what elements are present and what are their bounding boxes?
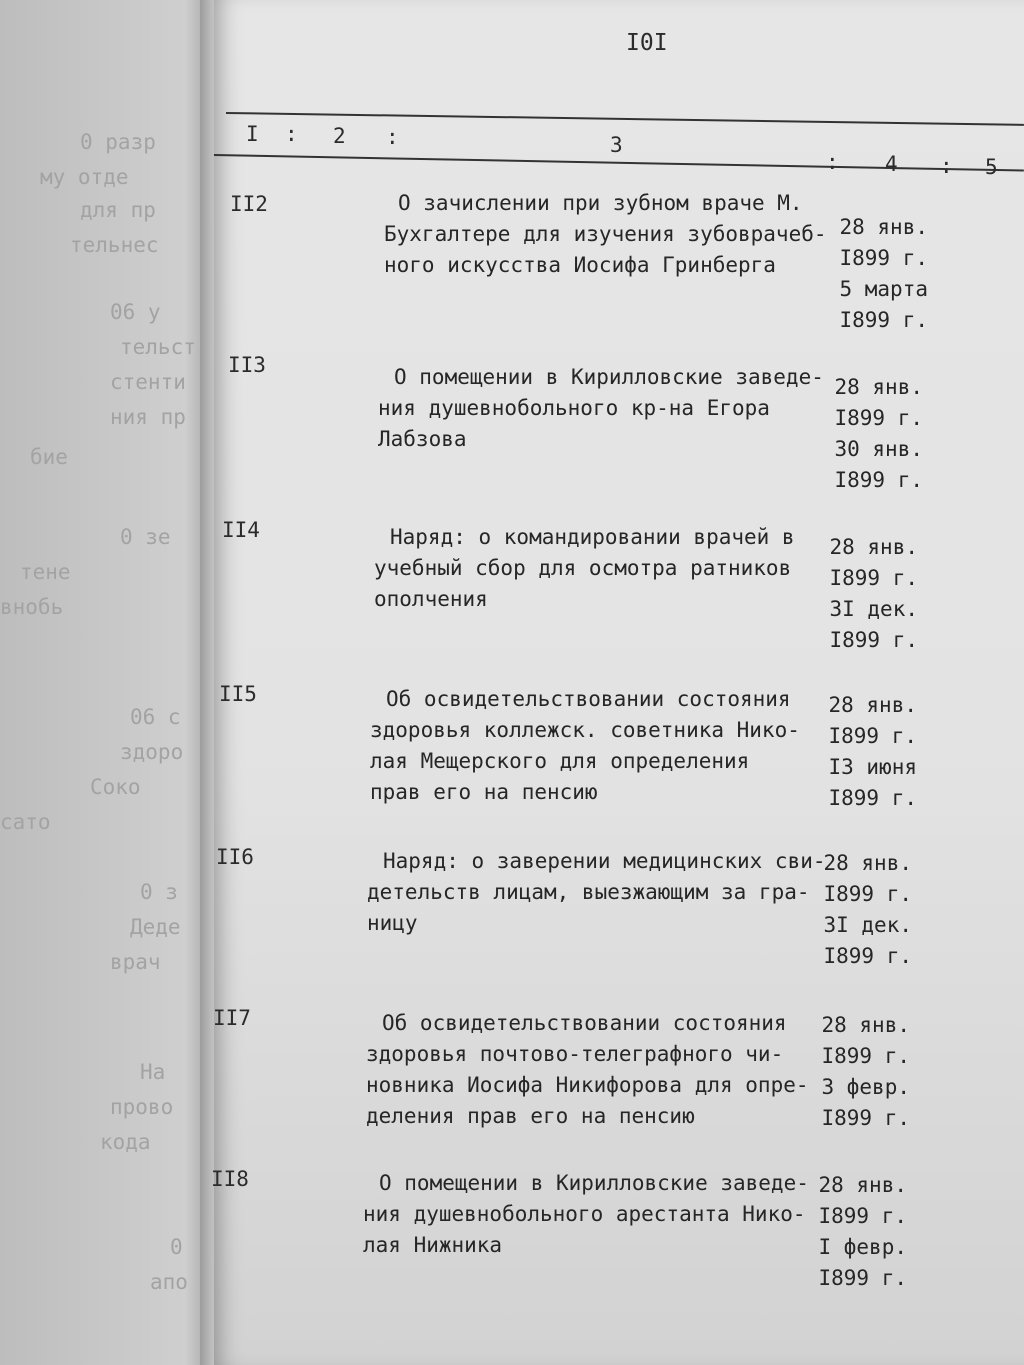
date-start-year: I899 г. [823,882,912,906]
column-header-5: 5 [985,155,998,179]
left-page-fragment: для пр [80,198,156,222]
left-page-fragment: тельнес [70,233,159,257]
date-start: 28 янв. [828,693,917,717]
description-line: Об освидетельствовании состояния [382,1011,787,1035]
entry-description [366,1008,809,1132]
date-end-year: I899 г. [818,1266,907,1290]
left-page-fragment: му отде [40,165,129,189]
left-page-fragment: Соко [90,775,141,799]
description-line: Бухгалтере для изучения зубоврачеб- [384,222,827,246]
date-start: 28 янв. [834,375,923,399]
date-start-year: I899 г. [839,246,928,270]
left-page-fragment: внобь [0,595,64,619]
entry-description [374,522,795,615]
left-page-fragment: тене [20,560,71,584]
left-page-fragment: ния пр [110,405,186,429]
date-start-year: I899 г. [829,566,918,590]
date-end-year: I899 г. [834,468,923,492]
date-end: 3I дек. [823,913,912,937]
entry-description [384,188,827,281]
date-start-year: I899 г. [834,406,923,430]
left-page-fragment: тельст [120,335,196,359]
description-line: Наряд: о заверении медицинских сви- [383,849,826,873]
description-line: Об освидетельствовании состояния [386,687,791,711]
entry-dates [792,848,912,972]
left-page-fragment: 0 з [140,880,178,904]
left-page-fragment: 0 зе [120,525,171,549]
entry-dates [788,1010,910,1134]
date-start-year: I899 г. [828,724,917,748]
date-start: 28 янв. [839,215,928,239]
left-page [0,0,210,1365]
description-line: здоровья почтово-телеграфного чи- [366,1042,784,1066]
entry-description [363,1168,809,1261]
entry-number: II3 [228,353,266,377]
date-end-year: I899 г. [839,308,928,332]
column-separator: : [386,125,399,149]
date-start: 28 янв. [818,1173,907,1197]
left-page-fragment: На [140,1060,166,1084]
description-line: ного искусства Иосифа Гринберга [384,253,776,277]
description-line: новника Иосифа Никифорова для опре- [366,1073,809,1097]
date-end: 5 марта [839,277,928,301]
description-line: ния душевнобольного арестанта Нико- [363,1202,806,1226]
date-start: 28 янв. [821,1013,910,1037]
left-page-fragment: 06 с [130,705,181,729]
entry-number: II8 [211,1167,249,1191]
left-page-fragment: бие [30,445,68,469]
description-line: ницу [367,911,418,935]
left-page-fragment: Деде [130,915,181,939]
column-header-1: I [246,122,259,146]
description-line: ополчения [374,587,488,611]
column-header-3: 3 [610,133,623,157]
entry-dates [785,1170,907,1294]
left-page-fragment: апо [150,1270,188,1294]
date-start-year: I899 г. [818,1204,907,1228]
description-line: лая Нижника [363,1233,503,1257]
date-start: 28 янв. [829,535,918,559]
entry-number: II6 [216,845,254,869]
column-header-4: 4 [885,152,898,176]
date-end-year: I899 г. [823,944,912,968]
description-line: Наряд: о командировании врачей в [390,525,795,549]
entry-number: II2 [230,192,268,216]
description-line: О помещении в Кирилловские заведе- [394,365,824,389]
entry-description [367,846,826,939]
left-page-fragment: врач [110,950,161,974]
column-separator: : [285,122,298,146]
left-page-fragment: 06 у [110,300,161,324]
date-end-year: I899 г. [821,1106,910,1130]
date-end: 30 янв. [834,437,923,461]
date-end: I февр. [818,1235,907,1259]
date-end: 3 февр. [821,1075,910,1099]
column-separator: : [940,154,953,178]
entry-description [370,684,800,808]
entry-number: II7 [213,1006,251,1030]
left-page-fragment: 0 разр [80,130,156,154]
left-page-fragment: прово [110,1095,174,1119]
description-line: лая Мещерского для определения [370,749,750,773]
entry-dates [800,532,918,656]
date-start-year: I899 г. [821,1044,910,1068]
left-page-fragment: стенти [110,370,186,394]
date-end: 3I дек. [829,597,918,621]
date-start: 28 янв. [823,851,912,875]
page-number: I0I [626,30,668,56]
left-page-fragment: кода [100,1130,151,1154]
column-header-2: 2 [333,124,346,148]
description-line: здоровья коллежск. советника Нико- [370,718,800,742]
description-line: О зачислении при зубном враче М. [398,191,803,215]
description-line: ния душевнобольного кр-на Егора [378,396,770,420]
description-line: учебный сбор для осмотра ратников [374,556,792,580]
date-end-year: I899 г. [829,628,918,652]
entry-dates [797,690,917,814]
entry-number: II5 [219,682,257,706]
entry-number: II4 [222,518,260,542]
description-line: Лабзова [378,427,467,451]
entry-dates [810,212,928,336]
column-separator: : [826,150,839,174]
left-page-fragment: 0 [170,1235,183,1259]
entry-description [378,362,824,455]
left-page-fragment: сато [0,810,51,834]
description-line: детельств лицам, выезжающим за гра- [367,880,810,904]
description-line: О помещении в Кирилловские заведе- [379,1171,809,1195]
entry-dates [805,372,923,496]
description-line: прав его на пенсию [370,780,598,804]
date-end-year: I899 г. [828,786,917,810]
date-end: I3 июня [828,755,917,779]
description-line: деления прав его на пенсию [366,1104,695,1128]
left-page-fragment: здоро [120,740,184,764]
